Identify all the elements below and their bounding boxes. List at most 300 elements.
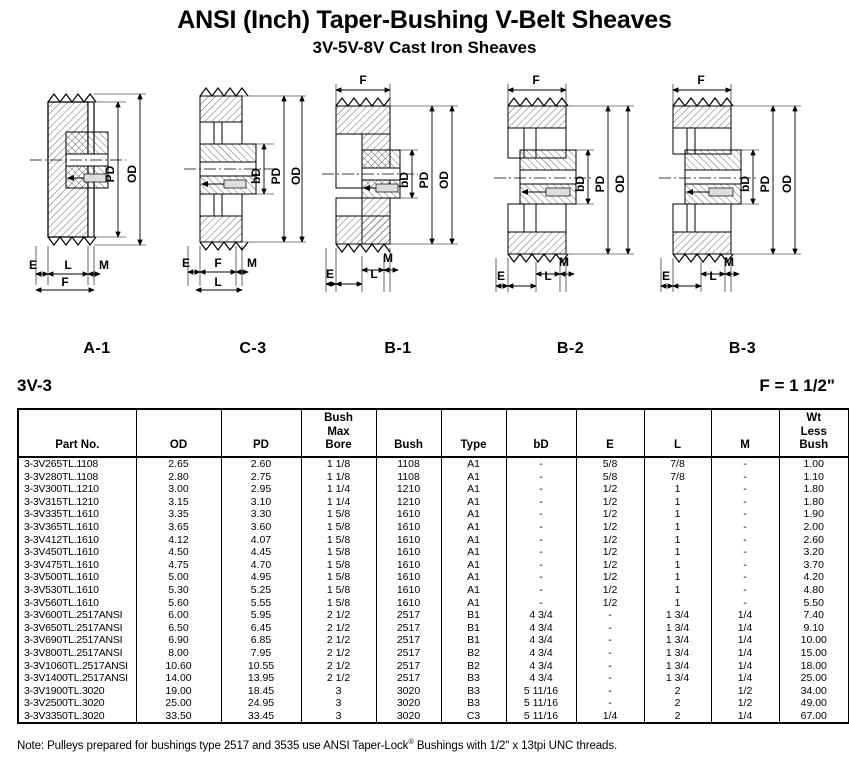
cell-e: 1/2 <box>576 597 644 610</box>
cell-type: A1 <box>441 571 506 584</box>
cell-type: B2 <box>441 647 506 660</box>
cell-bd: - <box>506 508 576 521</box>
cell-bush: 1610 <box>376 597 441 610</box>
cell-type: B1 <box>441 609 506 622</box>
cell-bush-max-bore: 1 5/8 <box>301 546 376 559</box>
cell-type: A1 <box>441 559 506 572</box>
cell-part-no: 3-3V2500TL.3020 <box>18 697 136 710</box>
cell-m: - <box>711 584 779 597</box>
cell-e: 1/2 <box>576 508 644 521</box>
cell-e: 1/2 <box>576 496 644 509</box>
cell-l: 1 3/4 <box>644 634 711 647</box>
figure-c3-label-l: L <box>214 275 222 289</box>
cell-pd: 24.95 <box>221 697 301 710</box>
cell-bush: 1610 <box>376 508 441 521</box>
cell-bush-max-bore: 1 5/8 <box>301 597 376 610</box>
sheave-spec-table <box>17 408 849 724</box>
cell-bush: 2517 <box>376 647 441 660</box>
figure-c3-label-e: E <box>181 256 191 270</box>
cell-bd: - <box>506 571 576 584</box>
cell-wt-less-bush: 3.20 <box>779 546 849 559</box>
cell-m: - <box>711 471 779 484</box>
cell-l: 7/8 <box>644 471 711 484</box>
cell-m: - <box>711 571 779 584</box>
cell-pd: 2.95 <box>221 483 301 496</box>
figure-a1-label-l: L <box>64 258 72 272</box>
cell-part-no: 3-3V560TL.1610 <box>18 597 136 610</box>
table-row <box>18 609 849 622</box>
cell-m: 1/4 <box>711 710 779 724</box>
cell-pd: 33.45 <box>221 710 301 724</box>
cell-od: 5.00 <box>136 571 221 584</box>
cell-m: - <box>711 597 779 610</box>
cell-m: 1/2 <box>711 697 779 710</box>
cell-bd: - <box>506 584 576 597</box>
footnote-suffix: Bushings with 1/2" x 13tpi UNC threads. <box>413 739 618 752</box>
cell-pd: 13.95 <box>221 672 301 685</box>
column-header-bush: Bush <box>376 409 441 457</box>
cell-bush-max-bore: 1 1/4 <box>301 483 376 496</box>
cell-bd: 4 3/4 <box>506 660 576 673</box>
cell-pd: 2.60 <box>221 457 301 471</box>
cell-l: 1 <box>644 584 711 597</box>
cell-l: 2 <box>644 710 711 724</box>
cell-type: A1 <box>441 546 506 559</box>
column-header-part-no: Part No. <box>18 409 136 457</box>
cell-bd: - <box>506 559 576 572</box>
cell-bush: 1610 <box>376 584 441 597</box>
table-row <box>18 672 849 685</box>
table-row <box>18 660 849 673</box>
cell-l: 1 <box>644 559 711 572</box>
cell-l: 1 <box>644 483 711 496</box>
cell-l: 1 <box>644 534 711 547</box>
cell-pd: 3.10 <box>221 496 301 509</box>
cell-l: 1 3/4 <box>644 647 711 660</box>
cell-bd: - <box>506 471 576 484</box>
cell-pd: 7.95 <box>221 647 301 660</box>
cell-e: - <box>576 660 644 673</box>
cell-od: 3.00 <box>136 483 221 496</box>
cell-od: 8.00 <box>136 647 221 660</box>
cell-m: - <box>711 559 779 572</box>
figure-c3-label-m: M <box>247 256 257 270</box>
figure-b3-label-pd: PD <box>758 175 772 193</box>
cell-bush-max-bore: 1 1/4 <box>301 496 376 509</box>
cell-bush-max-bore: 1 5/8 <box>301 559 376 572</box>
cell-bush: 2517 <box>376 609 441 622</box>
cell-m: - <box>711 521 779 534</box>
cell-wt-less-bush: 67.00 <box>779 710 849 724</box>
cell-type: B3 <box>441 685 506 698</box>
cell-part-no: 3-3V500TL.1610 <box>18 571 136 584</box>
cell-bush-max-bore: 1 1/8 <box>301 471 376 484</box>
cell-bd: - <box>506 496 576 509</box>
cell-od: 4.75 <box>136 559 221 572</box>
cell-l: 1 <box>644 571 711 584</box>
figure-b1-label-l: L <box>370 267 378 281</box>
figure-b1-label-e: E <box>325 267 335 281</box>
figure-c3-drawing <box>178 70 328 342</box>
cell-part-no: 3-3V1060TL.2517ANSI <box>18 660 136 673</box>
cell-m: 1/4 <box>711 660 779 673</box>
registered-trademark-icon: ® <box>408 737 414 746</box>
page-subtitle: 3V-5V-8V Cast Iron Sheaves <box>312 38 537 57</box>
cell-bush: 1610 <box>376 534 441 547</box>
cell-od: 2.80 <box>136 471 221 484</box>
cell-type: A1 <box>441 483 506 496</box>
figure-a1-label-m: M <box>99 258 109 272</box>
figure-b2-label-f: F <box>532 73 540 87</box>
cell-type: B3 <box>441 672 506 685</box>
sheave-spec-table-container <box>17 408 835 724</box>
cell-m: 1/4 <box>711 634 779 647</box>
cell-bd: - <box>506 546 576 559</box>
cell-bush-max-bore: 2 1/2 <box>301 609 376 622</box>
table-row <box>18 483 849 496</box>
column-header-bush-max-bore: Bush Max Bore <box>301 409 376 457</box>
cell-l: 1 <box>644 496 711 509</box>
cell-wt-less-bush: 10.00 <box>779 634 849 647</box>
cell-bush-max-bore: 3 <box>301 685 376 698</box>
column-header-m: M <box>711 409 779 457</box>
cell-part-no: 3-3V1900TL.3020 <box>18 685 136 698</box>
cell-pd: 3.30 <box>221 508 301 521</box>
table-footnote <box>17 737 617 752</box>
cell-bush-max-bore: 2 1/2 <box>301 634 376 647</box>
figure-b2-label-od: OD <box>613 175 627 193</box>
figure-b3-caption: B-3 <box>728 340 757 357</box>
cell-wt-less-bush: 4.80 <box>779 584 849 597</box>
cell-part-no: 3-3V475TL.1610 <box>18 559 136 572</box>
cell-od: 5.60 <box>136 597 221 610</box>
cell-pd: 6.85 <box>221 634 301 647</box>
table-row <box>18 597 849 610</box>
cell-wt-less-bush: 4.20 <box>779 571 849 584</box>
cell-bush-max-bore: 3 <box>301 710 376 724</box>
cell-l: 1 <box>644 597 711 610</box>
cell-type: A1 <box>441 471 506 484</box>
cell-od: 10.60 <box>136 660 221 673</box>
cell-part-no: 3-3V1400TL.2517ANSI <box>18 672 136 685</box>
figure-b1-label-bd: bD <box>397 172 411 188</box>
figure-b2-label-l: L <box>544 269 552 283</box>
cell-e: - <box>576 622 644 635</box>
cell-e: 5/8 <box>576 471 644 484</box>
cell-pd: 5.25 <box>221 584 301 597</box>
cell-type: A1 <box>441 534 506 547</box>
cell-bd: 4 3/4 <box>506 634 576 647</box>
cell-bush-max-bore: 1 5/8 <box>301 584 376 597</box>
cell-pd: 4.70 <box>221 559 301 572</box>
cell-part-no: 3-3V600TL.2517ANSI <box>18 609 136 622</box>
cell-e: - <box>576 697 644 710</box>
column-header-type: Type <box>441 409 506 457</box>
cell-part-no: 3-3V265TL.1108 <box>18 457 136 471</box>
cell-e: 1/2 <box>576 571 644 584</box>
cell-bd: - <box>506 534 576 547</box>
figure-b2-label-pd: PD <box>593 175 607 193</box>
figure-b3-label-e: E <box>661 269 671 283</box>
cell-m: - <box>711 483 779 496</box>
cell-part-no: 3-3V530TL.1610 <box>18 584 136 597</box>
cell-e: 1/2 <box>576 521 644 534</box>
column-header-pd: PD <box>221 409 301 457</box>
cell-l: 1 3/4 <box>644 622 711 635</box>
cell-wt-less-bush: 1.80 <box>779 483 849 496</box>
cell-pd: 10.55 <box>221 660 301 673</box>
column-header-bd: bD <box>506 409 576 457</box>
figure-c3-caption: C-3 <box>239 340 267 357</box>
table-row <box>18 685 849 698</box>
cell-type: A1 <box>441 521 506 534</box>
figure-b3-label-m: M <box>724 255 734 269</box>
cell-pd: 4.95 <box>221 571 301 584</box>
figure-b2-caption: B-2 <box>556 340 585 357</box>
cell-od: 14.00 <box>136 672 221 685</box>
cell-l: 1 3/4 <box>644 609 711 622</box>
cell-e: 1/2 <box>576 584 644 597</box>
cell-type: B1 <box>441 634 506 647</box>
cell-bd: 5 11/16 <box>506 685 576 698</box>
cell-bd: 4 3/4 <box>506 622 576 635</box>
cell-m: - <box>711 457 779 471</box>
cell-m: - <box>711 496 779 509</box>
cell-type: A1 <box>441 496 506 509</box>
cell-bush: 1210 <box>376 496 441 509</box>
cell-l: 7/8 <box>644 457 711 471</box>
cell-bush-max-bore: 1 5/8 <box>301 534 376 547</box>
cell-e: 1/2 <box>576 534 644 547</box>
column-header-wt-less-bush: Wt Less Bush <box>779 409 849 457</box>
table-row <box>18 622 849 635</box>
cell-wt-less-bush: 5.50 <box>779 597 849 610</box>
cell-type: C3 <box>441 710 506 724</box>
figure-b2-label-m: M <box>559 255 569 269</box>
cell-part-no: 3-3V3350TL.3020 <box>18 710 136 724</box>
column-header-l: L <box>644 409 711 457</box>
figure-b1-label-f: F <box>359 73 367 87</box>
table-row <box>18 634 849 647</box>
figure-a1-drawing <box>22 70 172 342</box>
cell-wt-less-bush: 49.00 <box>779 697 849 710</box>
cell-l: 1 <box>644 546 711 559</box>
figure-b1-caption: B-1 <box>384 340 412 357</box>
cell-bd: 4 3/4 <box>506 609 576 622</box>
figure-c3 <box>178 70 328 360</box>
cell-pd: 5.55 <box>221 597 301 610</box>
cell-m: - <box>711 508 779 521</box>
cell-bush: 1610 <box>376 571 441 584</box>
cell-od: 6.00 <box>136 609 221 622</box>
figure-a1 <box>22 70 172 360</box>
figure-c3-label-f: F <box>214 256 222 270</box>
figure-a1-caption: A-1 <box>83 340 111 357</box>
figure-b3-label-f: F <box>697 73 705 87</box>
cell-part-no: 3-3V450TL.1610 <box>18 546 136 559</box>
cell-od: 33.50 <box>136 710 221 724</box>
figure-b3-label-bd: bD <box>738 176 752 192</box>
cell-part-no: 3-3V335TL.1610 <box>18 508 136 521</box>
belt-section-label: 3V-3 <box>17 376 52 395</box>
figure-b3-label-l: L <box>709 269 717 283</box>
cell-type: A1 <box>441 457 506 471</box>
cell-bush: 1610 <box>376 559 441 572</box>
figure-a1-label-f: F <box>61 275 69 289</box>
cell-part-no: 3-3V412TL.1610 <box>18 534 136 547</box>
cell-bush-max-bore: 1 5/8 <box>301 508 376 521</box>
cell-e: 5/8 <box>576 457 644 471</box>
figure-b3-label-od: OD <box>780 175 794 193</box>
cell-l: 2 <box>644 685 711 698</box>
table-row <box>18 457 849 471</box>
cell-bd: 5 11/16 <box>506 697 576 710</box>
table-row <box>18 521 849 534</box>
cell-part-no: 3-3V650TL.2517ANSI <box>18 622 136 635</box>
figure-b1-drawing <box>318 70 478 342</box>
page-title: ANSI (Inch) Taper-Bushing V-Belt Sheaves <box>177 6 672 34</box>
table-row <box>18 584 849 597</box>
cell-od: 3.65 <box>136 521 221 534</box>
figure-b3 <box>655 70 830 360</box>
cell-bush-max-bore: 2 1/2 <box>301 660 376 673</box>
cell-m: 1/4 <box>711 609 779 622</box>
cell-bush: 1610 <box>376 521 441 534</box>
cell-bd: 5 11/16 <box>506 710 576 724</box>
cell-e: - <box>576 609 644 622</box>
table-body <box>18 457 849 723</box>
footnote-prefix: Note: Pulleys prepared for bushings type 2517 and 3535 use ANSI Taper-Lock <box>17 739 409 752</box>
cell-m: 1/2 <box>711 685 779 698</box>
column-header-e: E <box>576 409 644 457</box>
table-header <box>18 409 849 457</box>
cell-e: - <box>576 634 644 647</box>
cell-wt-less-bush: 1.10 <box>779 471 849 484</box>
cell-wt-less-bush: 2.00 <box>779 521 849 534</box>
cell-wt-less-bush: 1.90 <box>779 508 849 521</box>
cell-bush: 3020 <box>376 685 441 698</box>
column-header-od: OD <box>136 409 221 457</box>
cell-pd: 6.45 <box>221 622 301 635</box>
cell-od: 5.30 <box>136 584 221 597</box>
figure-b2 <box>488 70 653 360</box>
cell-bush-max-bore: 1 1/8 <box>301 457 376 471</box>
cell-od: 6.50 <box>136 622 221 635</box>
cell-od: 4.50 <box>136 546 221 559</box>
cell-pd: 4.07 <box>221 534 301 547</box>
cell-bush: 2517 <box>376 634 441 647</box>
cell-bd: - <box>506 597 576 610</box>
table-row <box>18 471 849 484</box>
cell-bd: 4 3/4 <box>506 647 576 660</box>
cell-e: - <box>576 685 644 698</box>
cell-m: 1/4 <box>711 672 779 685</box>
figure-b2-label-bd: bD <box>573 176 587 192</box>
table-row <box>18 508 849 521</box>
cell-wt-less-bush: 18.00 <box>779 660 849 673</box>
cell-od: 4.12 <box>136 534 221 547</box>
cell-type: B1 <box>441 622 506 635</box>
cell-type: A1 <box>441 597 506 610</box>
cell-bush: 2517 <box>376 660 441 673</box>
cell-type: B3 <box>441 697 506 710</box>
cell-e: - <box>576 647 644 660</box>
table-header-row <box>18 409 849 457</box>
cell-bd: - <box>506 457 576 471</box>
cell-m: 1/4 <box>711 622 779 635</box>
figure-b2-drawing <box>488 70 653 342</box>
cell-m: - <box>711 534 779 547</box>
table-row <box>18 571 849 584</box>
cell-bush: 1210 <box>376 483 441 496</box>
cell-part-no: 3-3V800TL.2517ANSI <box>18 647 136 660</box>
figure-c3-label-bd: bD <box>249 168 263 184</box>
cell-e: 1/2 <box>576 546 644 559</box>
cell-bd: - <box>506 521 576 534</box>
cell-pd: 5.95 <box>221 609 301 622</box>
cell-pd: 18.45 <box>221 685 301 698</box>
cell-wt-less-bush: 1.80 <box>779 496 849 509</box>
figure-b3-drawing <box>655 70 830 342</box>
cell-bush: 3020 <box>376 710 441 724</box>
table-row <box>18 496 849 509</box>
cell-bush-max-bore: 1 5/8 <box>301 521 376 534</box>
table-row <box>18 710 849 724</box>
cell-bush-max-bore: 2 1/2 <box>301 647 376 660</box>
figure-b2-label-e: E <box>496 269 506 283</box>
figure-a1-label-od: OD <box>125 165 139 183</box>
cell-type: A1 <box>441 508 506 521</box>
cell-bd: - <box>506 483 576 496</box>
cell-l: 2 <box>644 697 711 710</box>
cell-bush: 2517 <box>376 622 441 635</box>
table-row <box>18 559 849 572</box>
cell-l: 1 3/4 <box>644 660 711 673</box>
table-row <box>18 697 849 710</box>
figure-b1-label-m: M <box>383 251 393 265</box>
cell-wt-less-bush: 7.40 <box>779 609 849 622</box>
cell-l: 1 <box>644 521 711 534</box>
cell-od: 6.90 <box>136 634 221 647</box>
face-width-label: F = 1 1/2" <box>759 376 835 395</box>
cell-od: 19.00 <box>136 685 221 698</box>
cell-od: 2.65 <box>136 457 221 471</box>
cell-m: 1/4 <box>711 647 779 660</box>
cell-wt-less-bush: 3.70 <box>779 559 849 572</box>
cell-bush: 3020 <box>376 697 441 710</box>
cell-wt-less-bush: 1.00 <box>779 457 849 471</box>
cell-part-no: 3-3V280TL.1108 <box>18 471 136 484</box>
table-row <box>18 546 849 559</box>
cell-od: 25.00 <box>136 697 221 710</box>
cell-od: 3.15 <box>136 496 221 509</box>
cell-m: - <box>711 546 779 559</box>
cell-wt-less-bush: 15.00 <box>779 647 849 660</box>
figure-a1-label-pd: PD <box>103 165 117 183</box>
cell-wt-less-bush: 9.10 <box>779 622 849 635</box>
cell-part-no: 3-3V690TL.2517ANSI <box>18 634 136 647</box>
cell-od: 3.35 <box>136 508 221 521</box>
cell-bush-max-bore: 3 <box>301 697 376 710</box>
figure-c3-label-od: OD <box>289 167 303 185</box>
cell-bush: 1108 <box>376 471 441 484</box>
cell-type: A1 <box>441 584 506 597</box>
figure-a1-label-e: E <box>28 258 38 272</box>
table-row <box>18 534 849 547</box>
cell-bush-max-bore: 2 1/2 <box>301 672 376 685</box>
cell-pd: 4.45 <box>221 546 301 559</box>
cell-type: B2 <box>441 660 506 673</box>
